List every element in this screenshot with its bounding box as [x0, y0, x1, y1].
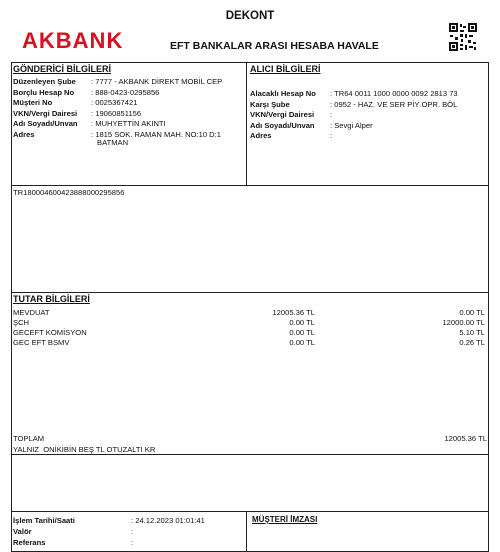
amounts-title: TUTAR BİLGİLERİ — [13, 294, 90, 304]
receiver-label: Adres — [250, 131, 272, 140]
sender-row — [13, 109, 77, 118]
sender-row — [13, 130, 35, 139]
total-value: 12005.36 TL — [444, 434, 487, 443]
amount-debit: 12005.36 TL — [272, 308, 315, 317]
receiver-value: : Sevgi Alper — [330, 120, 373, 130]
sender-label: Borçlu Hesap No — [13, 87, 75, 97]
footer-label: Valör — [13, 527, 32, 536]
sender-address-line2: BATMAN — [97, 138, 129, 147]
amounts-rows — [13, 308, 487, 348]
total-label: TOPLAM — [13, 434, 45, 443]
footer-label: İşlem Tarihi/Saati — [13, 516, 75, 525]
sender-value: : 19060851156 — [91, 108, 142, 118]
amount-in-words: YALNIZ ONİKİBİN BEŞ TL OTUZALTI KR — [13, 445, 156, 454]
sender-label: Adı Soyadı/Unvan — [13, 119, 78, 128]
sender-row — [13, 98, 52, 107]
sender-value: : MUHYETTİN AKINTI — [91, 119, 166, 128]
amount-label: MEVDUAT — [13, 308, 50, 317]
footer-label: Referans — [13, 538, 46, 547]
receiver-value: : — [330, 131, 333, 140]
receiver-label: Alacaklı Hesap No — [250, 89, 316, 98]
receiver-title: ALICI BİLGİLERİ — [250, 64, 321, 74]
amount-credit: 0.26 TL — [459, 338, 485, 347]
amount-label: GEC EFT BSMV — [13, 338, 70, 347]
blank-section — [11, 454, 489, 512]
bank-logo: AKBANK — [22, 28, 124, 53]
receiver-label: Adı Soyadı/Unvan — [250, 120, 315, 130]
amount-debit: 0.00 TL — [289, 318, 315, 327]
receiver-label: VKN/Vergi Dairesi — [250, 110, 315, 119]
amount-debit: 0.00 TL — [289, 328, 315, 337]
receiver-value: : — [330, 110, 333, 119]
reference-section — [11, 185, 489, 293]
sender-value: : 0025367421 — [91, 98, 138, 107]
footer-value: : 24.12.2023 01:01:41 — [131, 516, 205, 525]
footer-value: : — [131, 538, 134, 547]
receiver-value: : TR64 0011 1000 0000 0092 2813 73 — [330, 89, 458, 98]
reference-code: TR180004600423888000295856 — [13, 188, 125, 197]
footer-value: : — [131, 527, 134, 536]
sender-value: : 1815 SOK. RAMAN MAH. NO:10 D:1 — [91, 129, 221, 139]
amount-credit: 5.10 TL — [459, 328, 485, 337]
amount-credit: 12000.00 TL — [442, 318, 485, 327]
sender-title: GÖNDERİCİ BİLGİLERİ — [13, 64, 112, 74]
sender-value: : 888-0423-0295856 — [91, 87, 160, 97]
amount-label: GECEFT KOMİSYON — [13, 328, 87, 337]
amount-credit: 0.00 TL — [459, 308, 485, 317]
sender-label: Düzenleyen Şube — [13, 77, 76, 86]
amount-label: ŞCH — [13, 318, 30, 327]
signature-title: MÜŞTERİ İMZASI — [252, 515, 318, 524]
sender-label: Müşteri No — [13, 98, 53, 107]
sender-row — [13, 77, 76, 86]
qr-code-icon — [448, 22, 478, 52]
sender-label: VKN/Vergi Dairesi — [13, 108, 78, 118]
document-subtitle: EFT BANKALAR ARASI HESABA HAVALE — [170, 40, 379, 52]
sender-label: Adres — [13, 129, 35, 139]
sender-value: : 7777 - AKBANK DİREKT MOBİL CEP — [91, 77, 223, 86]
amount-debit: 0.00 TL — [289, 338, 315, 347]
receiver-label: Karşı Şube — [250, 99, 290, 109]
receiver-value: : 0952 - HAZ. VE SER PİY OPR. BÖL — [330, 99, 458, 109]
sender-row — [13, 119, 78, 128]
document-title: DEKONT — [225, 10, 275, 22]
sender-row — [13, 88, 74, 97]
